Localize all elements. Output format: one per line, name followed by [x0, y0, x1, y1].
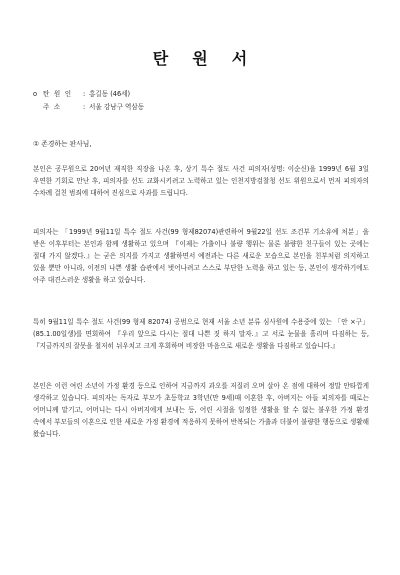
title-char-3: 서	[231, 49, 248, 68]
name-label: 탄 원 인	[43, 90, 73, 98]
bullet-mark: o	[33, 90, 38, 98]
paragraph-2: 피의자는 「1999년 9월11일 특수 절도 사건(99 형제82074)관련하여 9월22일 선도 조건부 기소유예 처분」을 받은 이후부터는 본인과 함께 생활하고 있으며 『이제는 가출이나 불량 행위는 물론 불량한 친구들이 있는 곳에는 절대 가지 않겠다.』는 굳은 의지를 가지고 생활하면서 예전과는 다른 새로운 모습으로 본인을 친부처럼 의지하고 있을 뿐만 아니라, 이전의 나쁜 생활 습관에서 벗어나려고 스스로 부단한 노력을 하고 있는 등, 본인이 생각하기에도 아주 대견스러운 생활을 하고 있습니다.	[33, 228, 369, 284]
title-char-1: 탄	[152, 49, 169, 68]
document-title	[0, 46, 400, 69]
title-char-2: 원	[192, 49, 208, 68]
salutation: ① 존경하는 판사님,	[33, 140, 92, 148]
paragraph-3: 특히 9월11일 특수 절도 사건(99 형제 82074) 공범으로 현재 서울 소년 분류 심사원에 수용중에 있는 「안 ×구」(85.1.00일생)를 면회하여 『우리 앞으로 다시는 절대 나쁜 짓 하지 말자.』고 서로 눈물을 흘리며 다짐하는 등, 『지금까지의 잘못을 철저히 뉘우치고 크게 후회하며 비장한 마음으로 새로운 생활을 다짐하고 있습니다.』	[33, 318, 369, 350]
paragraph-1: 본인은 공무원으로 20여년 재직한 직장을 나온 후, 상기 특수 절도 사건 피의자(성명: 이순신)을 1999년 6월 3일 우연한 기회로 만난 후, 피의자를 선도 교화시키려고 노력하고 있는 인천지방검찰청 선도 위원으로서 먼저 피의자의 수차례 걸친 범죄에 대하여 진심으로 사과를 드립니다.	[33, 165, 369, 197]
petitioner-name-row: o 탄 원 인 : 홍길동 (46세)	[33, 88, 144, 101]
petitioner-address-row: 주 소 : 서울 강남구 역삼동	[33, 101, 144, 114]
paragraph-4: 본인은 이런 여린 소년이 가정 환경 등으로 인하여 지금까지 과오를 저질러 오며 살아 온 점에 대하여 정말 안타깝게 생각하고 있습니다. 피의자는 독자로 부모가 초등학교 3학년(만 9세)때 이혼한 후, 아버지는 아들 피의자를 때로는 어머니께 맡기고, 어머니는 다시 아버지에게 보내는 등, 어린 시절을 일정한 생활을 할 수 없는 불우한 가정 환경 속에서 부모들의 이혼으로 인한 새로운 가정 환경에 적응하지 못하여 반복되는 가출과 더불어 불량한 행동으로 생활해 왔습니다.	[33, 382, 369, 438]
address-value: 서울 강남구 역삼동	[89, 103, 145, 111]
address-label: 주 소	[43, 103, 62, 111]
petitioner-info	[33, 88, 144, 114]
name-value: 홍길동 (46세)	[89, 90, 131, 98]
